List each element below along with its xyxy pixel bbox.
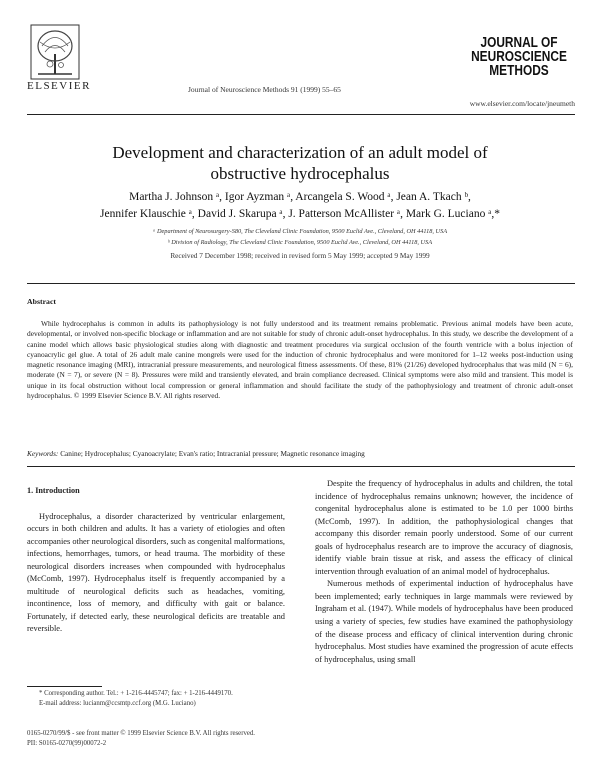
- journal-name-line3: METHODS: [489, 63, 549, 79]
- paragraph: Hydrocephalus, a disorder characterized by ventricular enlargement, occurs in both children and adults. It has a variety of etiologies and often accompanies other neurological disorders, such as congenital malformations, infections, hemorrhages, tumors, or head trauma. The morbidity of these neurological disorders increases when compounded with hydrocephalus (McComb, 1997). Hydrocephalus itself is frequently accompanied by a multitude of neurological deficits such as headaches, vomiting, incontinence, loss of memory, and difficulty with gait or balance. Fortunately, if detected early, these neurological deficits are treatable and reversible.: [27, 511, 285, 634]
- article-dates: Received 7 December 1998; received in revised form 5 May 1999; accepted 9 May 1999: [170, 251, 430, 260]
- abstract-heading: Abstract: [27, 297, 57, 306]
- keywords: [27, 449, 573, 458]
- title-line1: Development and characterization of an adult model of: [112, 143, 488, 162]
- abstract-body: While hydrocephalus is common in adults its pathophysiology is not fully understood and its treatment remains problematic. Previous animal models have been acute, developmental, or involved non-specific blockage or inflammation and are not suitable for study of chronic adult-onset hydrocephalus. In this study, we describe the development of a canine model which allows basic physiological studies along with diagnostic and treatment procedures via surgical occlusion of the fourth ventricle with a bolus injection of cyanoacrylic gel glue. A total of 26 adult male canine mongrels were used for the induction of chronic hydrocephalus and were monitored for 1–12 weeks post-induction using magnetic resonance imaging (MRI), intracranial pressure measurements, and neurological fitness assessments. Of these, 81% (21/26) developed hydrocephalus that was mild (N = 6), moderate (N = 7), or severe (N = 8). Pressures were mild and transiently elevated, and brain compliance decreased. Clinical symptoms were also mild and transient. This model is unique in its focal obstruction without local compression or general inflammation and should facilitate the study of the pathophysiology and treatment of chronic adult-onset hydrocephalus. © 1999 Elsevier Science B.V. All rights reserved.: [27, 319, 573, 401]
- paragraph: Numerous methods of experimental induction of hydrocephalus have been implemented; early techniques in large mammals were reviewed by Ingraham et al. (1947). While models of hydrocephalus have been produced using a variety of species, few studies have examined the pathophysiology of the disease process and efficacy of clinical intervention during chronic hydrocephalus. Most studies have examined the progression of acute effects of hydrocephalus, using small: [315, 579, 573, 664]
- corresponding-author: * Corresponding author. Tel.: + 1-216-4445747; fax: + 1-216-4449170.: [39, 690, 233, 697]
- paragraph: Despite the frequency of hydrocephalus in adults and children, the total incidence of hydrocephalus remains unknown; however, the incidence of congenital hydrocephalus alone is estimated to be 1.0 per 1000 births (McComb, 1997). In addition, the pathophysiological changes that accompany this disorder remain poorly understood. Some of our current goals of hydrocephalus research are to improve the accuracy of diagnosis, identify viable brain tissue at risk, and assess the efficacy of clinical intervention through evaluation of an animal model of hydrocephalus.: [315, 479, 573, 576]
- header-rule: [27, 114, 575, 115]
- elsevier-logo: [30, 24, 80, 80]
- abstract-top-rule: [27, 283, 575, 284]
- copyright-line: 0165-0270/99/$ - see front matter © 1999 Elsevier Science B.V. All rights reserved.: [27, 730, 255, 737]
- email-address: E-mail address: lucianm@ccsmtp.ccf.org (M.G. Luciano): [39, 699, 196, 707]
- footnote-rule: [27, 686, 102, 687]
- journal-name-line1: JOURNAL OF: [480, 35, 558, 51]
- left-column: [27, 485, 285, 636]
- article-title: [40, 142, 560, 184]
- keywords-list: Canine; Hydrocephalus; Cyanoacrylate; Evan's ratio; Intracranial pressure; Magnetic resonance imaging: [60, 449, 365, 458]
- journal-url: www.elsevier.com/locate/jneumeth: [469, 99, 575, 108]
- footer: [27, 729, 575, 748]
- keywords-label: Keywords:: [27, 449, 59, 458]
- affiliation-b: ᵇ Division of Radiology, The Cleveland Clinic Foundation, 9500 Euclid Ave., Cleveland, OH 44118, USA: [167, 239, 433, 246]
- footnote: [27, 689, 285, 708]
- journal-citation: Journal of Neuroscience Methods 91 (1999) 55–65: [188, 85, 341, 94]
- pii-line: PII: S0165-0270(99)00072-2: [27, 739, 107, 747]
- section-heading-introduction: 1. Introduction: [27, 486, 80, 495]
- elsevier-tree-icon: [30, 24, 80, 80]
- journal-name-block: [471, 36, 568, 78]
- author-list: [30, 189, 570, 223]
- authors-line1: Martha J. Johnson ᵃ, Igor Ayzman ᵃ, Arcangela S. Wood ᵃ, Jean A. Tkach ᵇ,: [129, 191, 471, 203]
- journal-name-line2: NEUROSCIENCE: [471, 49, 567, 65]
- authors-line2: Jennifer Klauschie ᵃ, David J. Skarupa ᵃ, J. Patterson McAllister ᵃ, Mark G. Luciano ᵃ,*: [100, 208, 500, 220]
- abstract-bottom-rule: [27, 466, 575, 467]
- publisher-name: ELSEVIER: [27, 80, 91, 92]
- right-column: [315, 478, 573, 666]
- title-line2: obstructive hydrocephalus: [210, 164, 390, 183]
- affiliations: [30, 226, 570, 248]
- affiliation-a: ᵃ Department of Neurosurgery-S80, The Cleveland Clinic Foundation, 9500 Euclid Ave., Cleveland, OH 44118, USA: [152, 228, 448, 235]
